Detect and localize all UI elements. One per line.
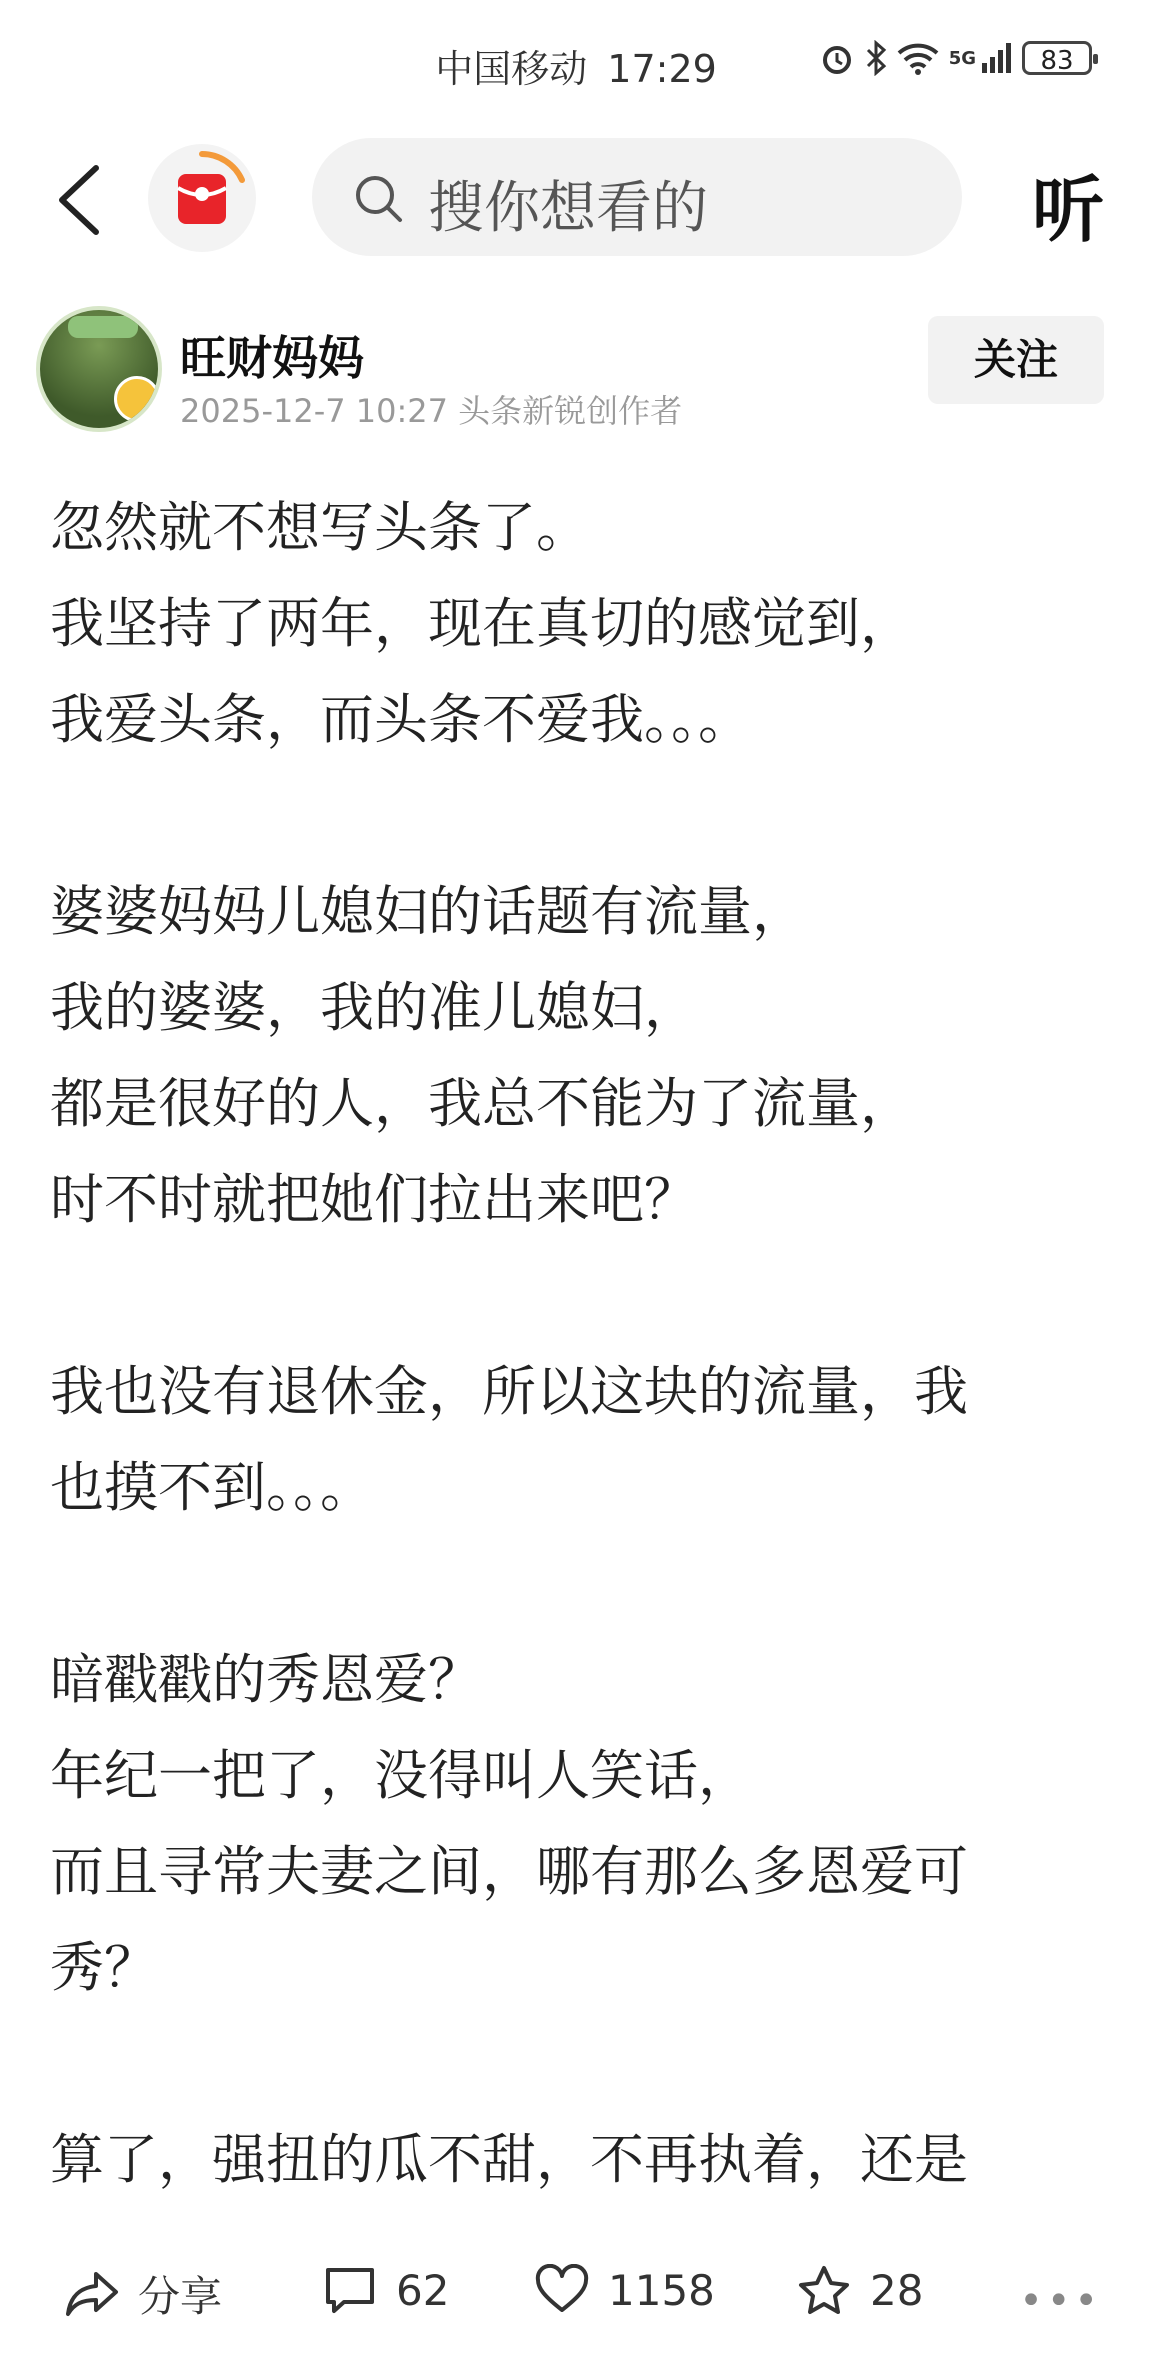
text-line: 秀？: [50, 1936, 158, 1999]
star-icon: [796, 2264, 852, 2316]
bluetooth-icon: [865, 40, 887, 76]
comment-button[interactable]: [322, 2264, 449, 2316]
share-button[interactable]: [64, 2264, 222, 2324]
text-line: 我也没有退休金，所以这块的流量，我: [50, 1360, 968, 1423]
chevron-left-icon: [52, 160, 112, 240]
search-icon: [352, 172, 406, 226]
clock: 17:29: [607, 47, 717, 91]
share-label: 分享: [138, 2272, 223, 2321]
follow-button[interactable]: 关注: [928, 316, 1104, 404]
bottom-action-bar: [0, 2228, 1152, 2376]
back-button[interactable]: [52, 160, 112, 240]
text-line: 而且寻常夫妻之间，哪有那么多恩爱可: [50, 1840, 968, 1903]
text-line: 我的婆婆，我的准儿媳妇，: [50, 976, 698, 1039]
avatar-badge: [68, 316, 138, 338]
text-line: 暗戳戳的秀恩爱？: [50, 1648, 482, 1711]
signal-icon: [980, 41, 1012, 75]
verified-badge-icon: [114, 376, 160, 422]
paragraph: [50, 1344, 1110, 1536]
comment-icon: [322, 2264, 378, 2316]
post-content: [50, 480, 1110, 2220]
text-line: 时不时就把她们拉出来吧？: [50, 1168, 698, 1231]
search-box[interactable]: [312, 138, 962, 256]
post-datetime: 2025-12-7 10:27: [180, 392, 448, 430]
search-placeholder: 搜你想看的: [428, 176, 708, 241]
paragraph: [50, 2112, 1110, 2208]
alarm-icon: [819, 40, 855, 76]
more-options-icon[interactable]: •••: [1019, 2278, 1102, 2324]
like-button[interactable]: [534, 2264, 715, 2316]
paragraph: [50, 480, 1110, 768]
like-count: 1158: [608, 2265, 715, 2315]
status-icons: [819, 40, 1092, 76]
battery-level: 83: [1040, 46, 1074, 76]
carrier-label: 中国移动: [435, 47, 588, 91]
top-bar: [0, 130, 1152, 260]
red-packet-icon: [148, 144, 256, 252]
text-line: 我坚持了两年，现在真切的感觉到，: [50, 592, 914, 655]
battery-indicator: [1022, 41, 1092, 75]
red-packet-button[interactable]: [148, 144, 256, 252]
comment-count: 62: [396, 2265, 450, 2315]
favorite-button[interactable]: [796, 2264, 923, 2316]
author-name[interactable]: 旺财妈妈: [180, 331, 364, 385]
text-line: 我爱头条，而头条不爱我。。。: [50, 688, 752, 751]
author-header: [0, 306, 1152, 446]
avatar[interactable]: [36, 306, 162, 432]
text-line: 忽然就不想写头条了。: [50, 496, 590, 559]
home-indicator: [950, 2338, 966, 2354]
text-line: 也摸不到。。。: [50, 1456, 374, 1519]
listen-button[interactable]: 听: [1031, 168, 1104, 252]
status-bar: [0, 0, 1152, 120]
text-line: 都是很好的人，我总不能为了流量，: [50, 1072, 914, 1135]
heart-icon: [534, 2264, 590, 2316]
text-line: 年纪一把了，没得叫人笑话，: [50, 1744, 752, 1807]
wifi-icon: [897, 41, 939, 75]
favorite-count: 28: [870, 2265, 924, 2315]
paragraph: [50, 864, 1110, 1248]
network-label: 5G: [948, 47, 976, 69]
text-line: 婆婆妈妈儿媳妇的话题有流量，: [50, 880, 806, 943]
paragraph: [50, 1632, 1110, 2016]
author-title: 头条新锐创作者: [458, 392, 683, 430]
author-meta: [180, 386, 682, 432]
share-icon: [64, 2268, 120, 2320]
text-line: 算了，强扭的瓜不甜，不再执着，还是: [50, 2128, 968, 2191]
